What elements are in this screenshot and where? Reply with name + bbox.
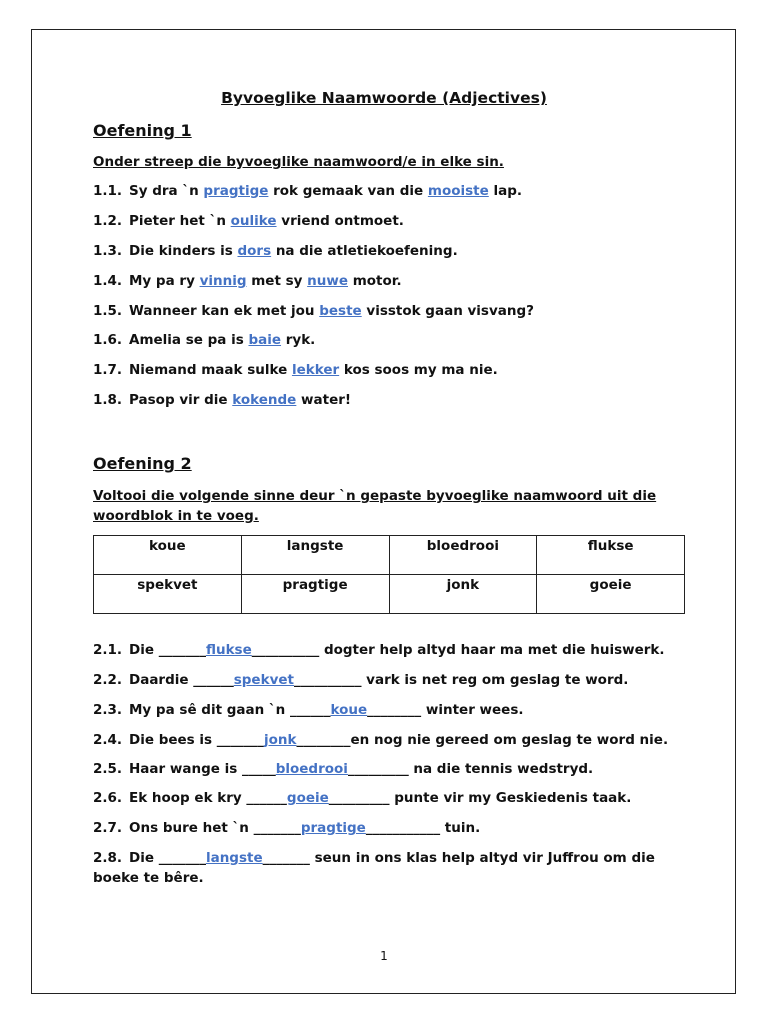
sentence-text: Daardie ______ [129, 672, 234, 688]
sentence-text: Ons bure het `n _______ [129, 820, 301, 836]
sentence-text: Wanneer kan ek met jou [129, 303, 320, 319]
word-block-cell: flukse [537, 536, 685, 575]
sentence-number: 1.3. [93, 243, 123, 259]
sentence-number: 1.2. [93, 213, 123, 229]
word-block-cell: spekvet [94, 575, 242, 614]
answer-word: spekvet [233, 672, 294, 688]
answer-word: kokende [232, 392, 297, 408]
sentence-2-8 [93, 848, 693, 888]
sentence-text: Die _______ [129, 850, 206, 866]
sentence-number: 2.2. [93, 672, 123, 688]
sentence-number: 1.7. [93, 362, 123, 378]
sentence-text: _________ na die tennis wedstryd. [347, 761, 594, 777]
sentence-text: Ek hoop ek kry ______ [129, 790, 287, 806]
sentence-text: ryk. [281, 332, 316, 348]
sentence-number: 1.4. [93, 273, 123, 289]
sentence-1-4 [93, 271, 693, 291]
word-block-cell: goeie [537, 575, 685, 614]
sentence-text: _________ punte vir my Geskiedenis taak. [328, 790, 632, 806]
exercise-2-heading: Oefening 2 [93, 454, 192, 473]
sentence-number: 2.7. [93, 820, 123, 836]
sentence-text: Die kinders is [129, 243, 238, 259]
word-block-row [94, 536, 685, 575]
sentence-text: ________en nog nie gereed om geslag te word nie. [296, 732, 669, 748]
sentence-number: 2.8. [93, 850, 123, 866]
page-number: 1 [380, 949, 388, 963]
sentence-2-2 [93, 670, 693, 690]
sentence-text: _______ seun in ons klas help altyd vir Juffrou om die boeke te bêre. [93, 850, 655, 886]
sentence-number: 1.8. [93, 392, 123, 408]
sentence-number: 2.3. [93, 702, 123, 718]
answer-word: nuwe [307, 273, 349, 289]
sentence-text: water! [296, 392, 352, 408]
sentence-text: motor. [348, 273, 402, 289]
sentence-text: Pasop vir die [129, 392, 233, 408]
sentence-2-3 [93, 700, 693, 720]
sentence-text: na die atletiekoefening. [271, 243, 458, 259]
answer-word: dors [237, 243, 272, 259]
sentence-number: 2.6. [93, 790, 123, 806]
sentence-text: visstok gaan visvang? [361, 303, 534, 319]
answer-word: pragtige [203, 183, 269, 199]
exercise-2-instruction: Voltooi die volgende sinne deur `n gepaste byvoeglike naamwoord uit die woordblok in te voeg. [93, 488, 657, 524]
exercise-1-instruction: Onder streep die byvoeglike naamwoord/e in elke sin. [93, 154, 504, 170]
answer-word: oulike [230, 213, 277, 229]
sentence-1-2 [93, 211, 693, 231]
word-block-row [94, 575, 685, 614]
sentence-text: Die _______ [129, 642, 206, 658]
sentence-1-5 [93, 301, 693, 321]
answer-word: vinnig [199, 273, 247, 289]
sentence-2-1 [93, 640, 693, 660]
sentence-text: My pa ry [129, 273, 200, 289]
sentence-text: lap. [488, 183, 523, 199]
sentence-text: Sy dra `n [129, 183, 204, 199]
sentence-1-3 [93, 241, 693, 261]
sentence-number: 1.1. [93, 183, 123, 199]
sentence-number: 1.5. [93, 303, 123, 319]
sentence-text: Amelia se pa is [129, 332, 249, 348]
word-block-cell: jonk [389, 575, 537, 614]
sentence-text: Die bees is _______ [129, 732, 265, 748]
page-title: Byvoeglike Naamwoorde (Adjectives) [221, 89, 547, 107]
sentence-text: __________ vark is net reg om geslag te word. [293, 672, 629, 688]
sentence-text: __________ dogter help altyd haar ma met die huiswerk. [251, 642, 665, 658]
word-block-cell: langste [241, 536, 389, 575]
sentence-text: Niemand maak sulke [129, 362, 292, 378]
sentence-1-6 [93, 330, 693, 350]
answer-word: jonk [264, 732, 297, 748]
sentence-1-8 [93, 390, 693, 410]
sentence-number: 2.1. [93, 642, 123, 658]
answer-word: baie [248, 332, 282, 348]
sentence-number: 2.5. [93, 761, 123, 777]
sentence-text: kos soos my ma nie. [339, 362, 498, 378]
sentence-2-4 [93, 730, 693, 750]
sentence-1-1 [93, 181, 693, 201]
sentence-text: rok gemaak van die [268, 183, 428, 199]
answer-word: pragtige [300, 820, 366, 836]
sentence-text: Pieter het `n [129, 213, 231, 229]
sentence-text: met sy [246, 273, 308, 289]
exercise-1-heading: Oefening 1 [93, 121, 192, 140]
answer-word: mooiste [427, 183, 489, 199]
sentence-1-7 [93, 360, 693, 380]
sentence-text: My pa sê dit gaan `n ______ [129, 702, 331, 718]
sentence-text: ________ winter wees. [367, 702, 524, 718]
sentence-text: vriend ontmoet. [276, 213, 404, 229]
word-block-table [93, 535, 685, 614]
sentence-2-6 [93, 788, 693, 808]
answer-word: langste [205, 850, 263, 866]
answer-word: koue [330, 702, 368, 718]
answer-word: bloedrooi [275, 761, 348, 777]
answer-word: beste [319, 303, 362, 319]
answer-word: goeie [286, 790, 329, 806]
answer-word: lekker [291, 362, 340, 378]
word-block-cell: pragtige [241, 575, 389, 614]
answer-word: flukse [205, 642, 252, 658]
sentence-2-7 [93, 818, 693, 838]
sentence-text: Haar wange is _____ [129, 761, 276, 777]
sentence-number: 1.6. [93, 332, 123, 348]
sentence-2-5 [93, 759, 693, 779]
word-block-cell: bloedrooi [389, 536, 537, 575]
sentence-text: ___________ tuin. [365, 820, 481, 836]
word-block-cell: koue [94, 536, 242, 575]
sentence-number: 2.4. [93, 732, 123, 748]
